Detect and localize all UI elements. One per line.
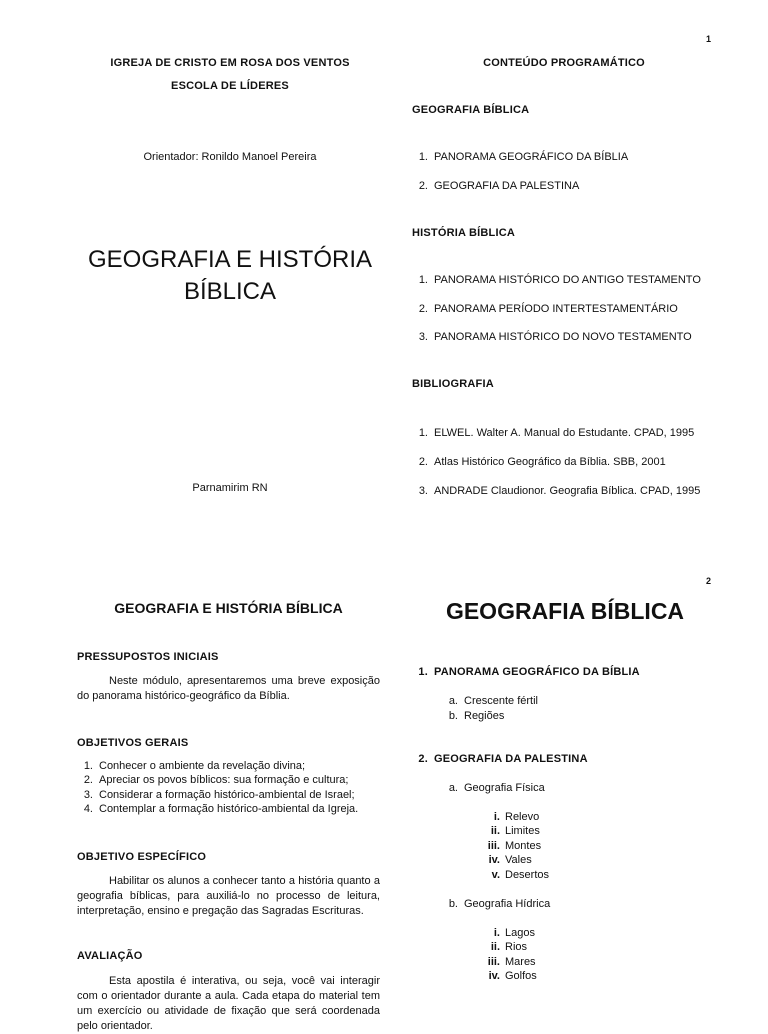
list-item: iv. Golfos bbox=[488, 970, 537, 982]
school-name: ESCOLA DE LÍDERES bbox=[171, 80, 289, 92]
title-line-1: GEOGRAFIA E HISTÓRIA bbox=[87, 246, 373, 273]
especifico-heading: OBJETIVO ESPECÍFICO bbox=[77, 851, 207, 863]
list-item: 1. PANORAMA GEOGRÁFICO DA BÍBLIA bbox=[418, 151, 629, 163]
list-item: iii. Montes bbox=[487, 840, 542, 852]
list-item: 2. Apreciar os povos bíblicos: sua formação e cultura; bbox=[83, 774, 349, 786]
section-1-heading: 1. PANORAMA GEOGRÁFICO DA BÍBLIA bbox=[418, 666, 640, 678]
content-heading: CONTEÚDO PROGRAMÁTICO bbox=[483, 57, 645, 69]
pressupostos-text: Neste módulo, apresentaremos uma breve exposição do panorama histórico-geográfico da Bíblia. bbox=[77, 675, 380, 702]
page-number: 2 bbox=[706, 576, 712, 586]
list-item: 1. ELWEL. Walter A. Manual do Estudante. CPAD, 1995 bbox=[418, 427, 695, 439]
especifico-text: Habilitar os alunos a conhecer tanto a história quanto a geografia bíblicas, para auxiliá-lo no processo de leitura, interpretação, ensino e pregação das Sagradas Escrituras. bbox=[77, 875, 380, 917]
avaliacao-heading: AVALIAÇÃO bbox=[77, 950, 143, 962]
list-item: i. Lagos bbox=[493, 927, 535, 939]
list-item: 1. PANORAMA HISTÓRICO DO ANTIGO TESTAMENTO bbox=[418, 274, 701, 286]
hist-heading: HISTÓRIA BÍBLICA bbox=[412, 227, 516, 239]
place-line: Parnamirim RN bbox=[192, 482, 268, 494]
list-item: 2. PANORAMA PERÍODO INTERTESTAMENTÁRIO bbox=[418, 303, 678, 315]
right-title: GEOGRAFIA BÍBLICA bbox=[445, 598, 685, 624]
list-item: 3. Considerar a formação histórico-ambiental de Israel; bbox=[83, 789, 355, 801]
list-item: a. Geografia Física bbox=[448, 782, 545, 794]
list-item: ii. Rios bbox=[490, 941, 528, 953]
geo-heading: GEOGRAFIA BÍBLICA bbox=[412, 104, 530, 116]
list-item: iv. Vales bbox=[488, 854, 532, 866]
list-item: v. Desertos bbox=[491, 869, 550, 881]
list-item: i. Relevo bbox=[493, 811, 540, 823]
list-item: b. Geografia Hídrica bbox=[448, 898, 551, 910]
section-title: GEOGRAFIA E HISTÓRIA BÍBLICA bbox=[114, 600, 343, 616]
list-item: 2. GEOGRAFIA DA PALESTINA bbox=[418, 180, 580, 192]
list-item: 2. Atlas Histórico Geográfico da Bíblia. SBB, 2001 bbox=[418, 456, 666, 468]
advisor-line: Orientador: Ronildo Manoel Pereira bbox=[143, 151, 317, 163]
list-item: b. Regiões bbox=[448, 710, 505, 722]
list-item: 3. ANDRADE Claudionor. Geografia Bíblica. CPAD, 1995 bbox=[418, 485, 701, 497]
list-item: iii. Mares bbox=[487, 956, 536, 968]
page-number: 1 bbox=[706, 34, 712, 44]
section-2-heading: 2. GEOGRAFIA DA PALESTINA bbox=[418, 753, 588, 765]
document-title bbox=[60, 244, 400, 308]
objetivos-heading: OBJETIVOS GERAIS bbox=[77, 737, 189, 749]
bib-heading: BIBLIOGRAFIA bbox=[412, 378, 494, 390]
list-item: 4. Contemplar a formação histórico-ambiental da Igreja. bbox=[83, 803, 359, 815]
church-name: IGREJA DE CRISTO EM ROSA DOS VENTOS bbox=[110, 57, 350, 69]
list-item: 3. PANORAMA HISTÓRICO DO NOVO TESTAMENTO bbox=[418, 331, 692, 343]
list-item: ii. Limites bbox=[490, 825, 540, 837]
list-item: a. Crescente fértil bbox=[448, 695, 538, 707]
avaliacao-text: Esta apostila é interativa, ou seja, você vai interagir com o orientador durante a aula. Cada etapa do material tem um exercício ou atividade de fixação que será coordenada pelo orientador. bbox=[77, 975, 380, 1032]
pressupostos-heading: PRESSUPOSTOS INICIAIS bbox=[77, 651, 219, 663]
list-item: 1. Conhecer o ambiente da revelação divina; bbox=[83, 760, 306, 772]
title-line-2: BÍBLICA bbox=[183, 278, 277, 305]
